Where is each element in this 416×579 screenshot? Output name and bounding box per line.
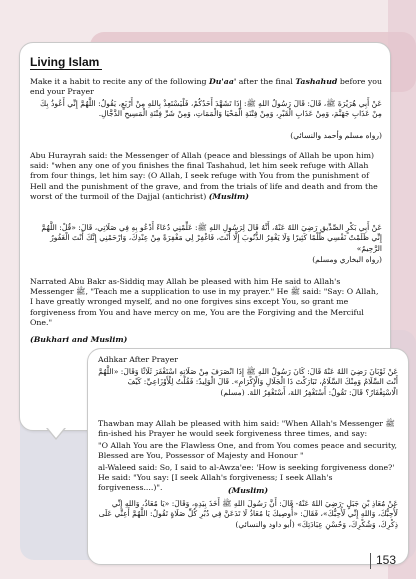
adhkar-card [87, 348, 409, 565]
hadith-2-english: Narrated Abu Bakr as-Siddiq may Allah be pleased with him He said to Allah's Messenger ﷺ, "Teach me a supplication to use in my prayer." He ﷺ said: "Say: O Allah, I have greatly wronged myself, and no one forgives sins except You, so grant me forgiveness from You and have mercy on me, You are the Forgiving and the Merciful One." [30, 277, 379, 327]
hadith-3-english-intro: Thawban may Allah be pleased with him said: "When Allah's Messenger ﷺ fin-ished his Prayer he would seek forgiveness three times, and say: [98, 419, 395, 439]
adhkar-title: Adhkar After Prayer [98, 355, 178, 364]
section-heading: Living Islam [30, 55, 100, 69]
hadith-3-english-waleed: al-Waleed said: So, I said to al-Awza'ee: 'How is seeking forgiveness done?' He said: "You say: [I seek Allah's forgiveness; I seek Allah's forgiveness....)". [98, 463, 395, 493]
hadith-2-arabic: عَنْ أَبِي بَكْرٍ الصِّدِّيقِ رَضِيَ اللهُ عَنْهُ، أَنَّهُ قَالَ لِرَسُولِ اللهِ ﷺ: عَلِّمْنِي دُعَاءً أَدْعُو بِهِ فِي صَلَاتِي، قَالَ: «قُلْ: اللَّهُمَّ إِنِّي ظَلَمْتُ نَفْسِي ظُلْمًا كَثِيرًا وَلَا يَغْفِرُ الذُّنُوبَ إِلَّا أَنْتَ، فَاغْفِرْ لِي مَغْفِرَةً مِنْ عِنْدِكَ، وَارْحَمْنِي إِنَّكَ أَنْتَ الْغَفُورُ الرَّحِيمُ» [41, 223, 382, 253]
hadith-4-arabic: عَنْ مُعَاذِ بْنِ جَبَلٍ -رَضِيَ اللهُ عَنْهُ- قَالَ: أَنَّ رَسُولَ اللهِ ﷺ أَخَذَ بِيَدِهِ، وَقَالَ: «يَا مُعَاذُ، وَاللهِ إِنِّي لَأُحِبُّكَ، وَاللهِ إِنِّي لَأُحِبُّكَ»، فَقَالَ: «أُوصِيكَ يَا مُعَاذُ لَا تَدَعَنَّ فِي دُبُرِ كُلِّ صَلَاةٍ تَقُولُ: اللَّهُمَّ أَعِنِّي عَلَى ذِكْرِكَ، وَشُكْرِكَ، وَحُسْنِ عِبَادَتِكَ» (أبو داود والنسائي) [98, 499, 398, 529]
card-tail-fill [47, 427, 65, 438]
intro-text: Make it a habit to recite any of the following Du'aa' after the final Tashahud before you end your Prayer [30, 77, 382, 97]
page-number-divider [370, 553, 371, 569]
hadith-1-arabic-reference: (رواه مسلم وأحمد والنسائي) [290, 131, 382, 140]
hadith-3-english-supplication: "O Allah You are the Flawless One, and from You comes peace and security, Blessed are You, Possessor of Majesty and Honour " [98, 441, 397, 461]
hadith-2-arabic-reference: (رواه البخاري ومسلم) [312, 255, 382, 264]
heading-underline [30, 69, 102, 70]
hadith-3-arabic: عَنْ ثَوْبَانَ رَضِيَ اللهُ عَنْهُ قَالَ: كَانَ رَسُولُ اللهِ ﷺ إِذَا انْصَرَفَ مِنْ صَلَاتِهِ اسْتَغْفَرَ ثَلَاثًا وَقَالَ: «اللَّهُمَّ أَنْتَ السَّلَامُ وَمِنْكَ السَّلَامُ، تَبَارَكْتَ ذَا الْجَلَالِ وَالْإِكْرَامِ». قَالَ الْوَلِيدُ: فَقُلْتُ لِلْأَوْزَاعِيِّ: كَيْفَ الْاسْتِغْفَارُ؟ قَالَ: تَقُولُ: أَسْتَغْفِرُ اللهَ، أَسْتَغْفِرُ اللهَ. (مسلم) [98, 367, 398, 397]
hadith-2-english-reference: (Bukhari and Muslim) [30, 335, 128, 344]
hadith-1-english: Abu Hurayrah said: the Messenger of Allah (peace and blessings of Allah be upon him) said: "when any one of you finishes the final Tashahud, let him seek refuge with Allah from four things, let him say: (O Allah, I seek refuge with You from the punishment of Hell and the punishment of the grave, and from the trials of life and death and from the worst of the turmoil of the Dajjal (antichrist) (Muslim) [30, 151, 378, 201]
hadith-1-arabic: عَنْ أَبِي هُرَيْرَةَ ﷺ، قَالَ: قَالَ رَسُولُ اللهِ ﷺ: إِذَا تَشَهَّدَ أَحَدُكُمْ، فَلْيَسْتَعِذْ بِاللهِ مِنْ أَرْبَعٍ، يَقُولُ: اللَّهُمَّ إِنِّي أَعُوذُ بِكَ مِنْ عَذَابِ جَهَنَّمَ، وَمِنْ عَذَابِ الْقَبْرِ، وَمِنْ فِتْنَةِ الْمَحْيَا وَالْمَمَاتِ، وَمِنْ شَرِّ فِتْنَةِ الْمَسِيحِ الدَّجَّالِ. [40, 99, 382, 119]
page-number: 153 [376, 553, 397, 567]
hadith-3-english-reference: (Muslim) [227, 486, 269, 495]
